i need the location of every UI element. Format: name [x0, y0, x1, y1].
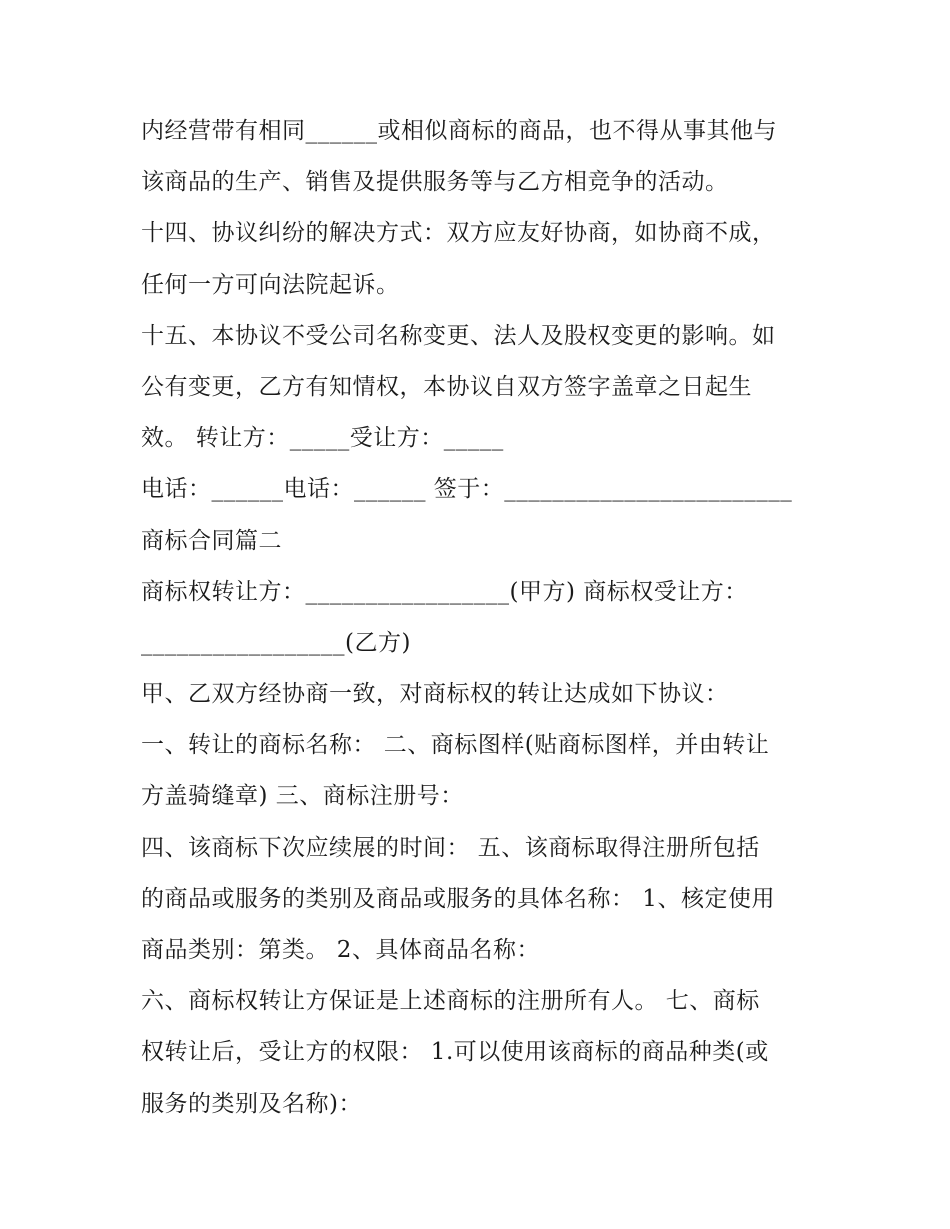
document-body — [141, 106, 821, 1130]
text-line: _________________(乙方) — [141, 629, 411, 656]
text-line: 甲、乙双方经协商一致，对商标权的转让达成如下协议： — [141, 681, 729, 708]
text-line: 十四、协议纠纷的解决方式：双方应友好协商，如协商不成， — [141, 220, 776, 247]
text-line: 任何一方可向法院起诉。 — [141, 271, 400, 298]
text-line: 内经营带有相同______或相似商标的商品，也不得从事其他与 — [141, 118, 777, 144]
text-line: 权转让后，受让方的权限： 1.可以使用该商标的商品种类(或 — [141, 1039, 769, 1066]
text-line: 效。 转让方：_____受让方：_____ — [141, 425, 504, 452]
text-line: 六、商标权转让方保证是上述商标的注册所有人。 七、商标 — [141, 988, 760, 1015]
text-line: 电话：______电话：______ 签于：________________________ — [141, 476, 793, 503]
text-line: 商标权转让方：_________________(甲方) 商标权受让方： — [141, 578, 748, 605]
text-line: 一、转让的商标名称： 二、商标图样(贴商标图样，并由转让 — [141, 732, 770, 759]
section-heading: 商标合同篇二 — [141, 527, 282, 554]
text-line: 四、该商标下次应续展的时间： 五、该商标取得注册所包括 — [141, 834, 760, 861]
text-line: 公有变更，乙方有知情权，本协议自双方签字盖章之日起生 — [141, 373, 752, 400]
text-line: 商品类别：第类。 2、具体商品名称： — [141, 937, 540, 963]
text-line: 服务的类别及名称)： — [141, 1090, 362, 1117]
text-line: 方盖骑缝章) 三、商标注册号： — [141, 783, 464, 810]
text-line: 该商品的生产、销售及提供服务等与乙方相竞争的活动。 — [141, 169, 729, 196]
text-line: 的商品或服务的类别及商品或服务的具体名称： 1、核定使用 — [141, 885, 775, 912]
text-line: 十五、本协议不受公司名称变更、法人及股权变更的影响。如 — [141, 322, 776, 349]
